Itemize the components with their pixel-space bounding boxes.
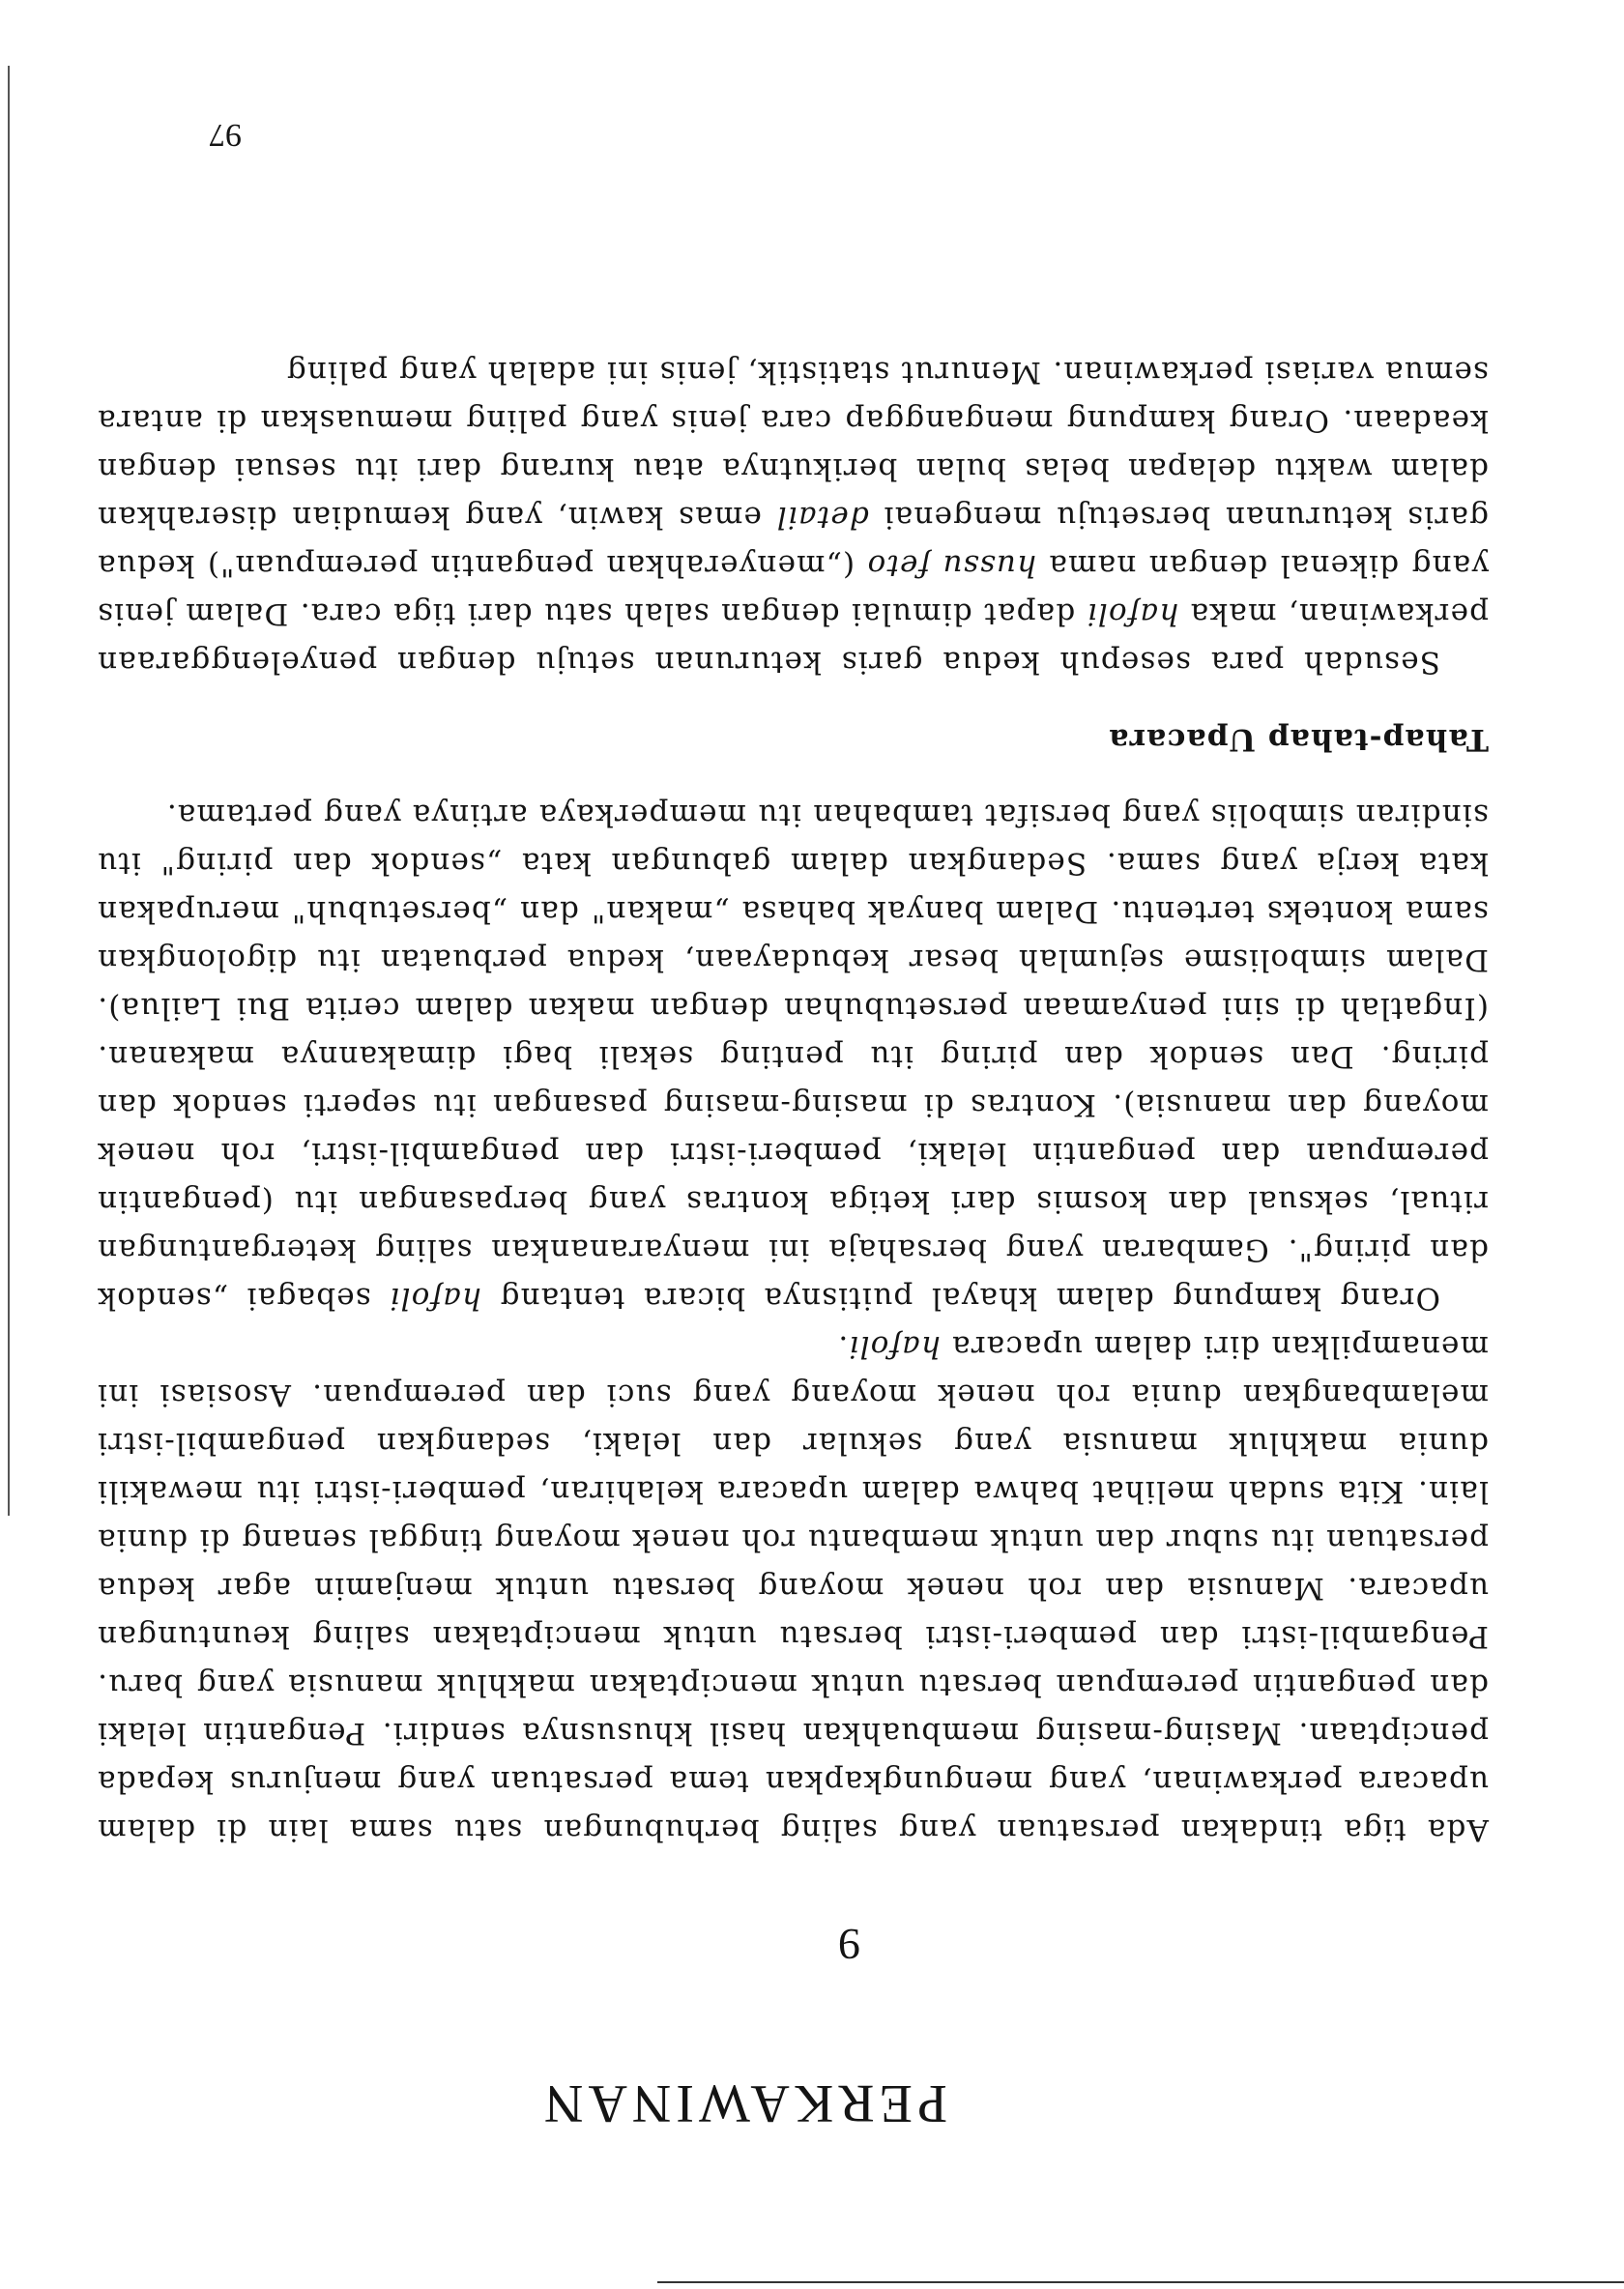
italic-term: hafoli [1086,596,1179,631]
text-run: Orang kampung dalam khayal puitisnya bicara tentang [480,1281,1440,1316]
text-run: Ada tiga tindakan persatuan yang saling berhubungan satu sama lain di dalam upacara perkawinan, yang mengungkapkan tema persatuan yang menjurus kepada penciptaan. Masing-masing membuahkan hasil khususnya sendiri. Pengantin lelaki dan pengantin perempuan bersatu untuk menciptakan makhluk manusia yang baru. Pengambil-istri dan pemberi-istri bersatu untuk menciptakan saling keuntungan upacara. Manusia dan roh nenek moyang bersatu untuk menjamin agar kedua persatuan itu subur dan untuk membantu roh nenek moyang tinggal senang di dunia lain. Kita sudah melihat bahwa dalam upacara kelahiran, pemberi-istri itu mewakili dunia makhluk manusia yang sekular dan lelaki, sedangkan pengambil-istri melambangkan dunia roh nenek moyang yang suci dan perempuan. Asosiasi ini menampilkan diri dalam upacara [97,1329,1489,1847]
italic-term: detail [775,500,869,535]
italic-term: hussu feto [866,548,1037,583]
paragraph-1 [97,1322,1489,1854]
scan-edge-side [8,66,10,1516]
text-run: . [837,1329,849,1364]
text-run: dapat dimulai dengan salah satu dari tiga cara. Dalam jenis yang dikenal dengan nama [97,548,1489,631]
italic-term: hafoli [389,1281,481,1316]
page-number: 97 [209,117,242,153]
scan-edge-top [657,2281,1624,2283]
text-run: sebagai „sendok dan piring". Gambaran yang bersahaja ini menyaranankan saling ketergantungan ritual, seksual dan kosmis dari ketiga kontras yang berpasangan itu (pengantin perempuan dan pengantin lelaki, pemberi-istri dan pengambil-istri, roh nenek moyang dan manusia). Kontras di masing-masing pasangan itu seperti sendok dan piring. Dan sendok dan piring itu penting sekali bagi dimakannya makanan. (Ingatlah di sini penyamaan persetubuhan dengan makan dalam cerita Bui Lailua). Dalam simbolisme sejumlah besar kebudayaan, kedua perbuatan itu digolongkan sama konteks tertentu. Dalam banyak bahasa „makan" dan „bersetubuh" merupakan kata kerja yang sama. Sedangkan dalam gabungan kata „sendok dan piring" itu sindiran simbolis yang bersifat tambahan itu memperkaya artinya yang pertama. [97,797,1489,1316]
body-text [97,348,1489,1854]
paragraph-2 [97,791,1489,1322]
text-run: Sesudah para sesepuh kedua garis keturunan setuju dengan penyelenggaraan perkawinan, maka [97,596,1489,680]
text-run: („menyerahkan pengantin perempuan") kedua garis keturunan bersetuju mengenai [97,500,1489,583]
paragraph-3 [97,348,1489,686]
chapter-title: PERKAWINAN [539,2073,947,2133]
chapter-number: 9 [838,1920,860,1969]
text-run: emas kawin, yang kemudian diserahkan dalam waktu delapan belas bulan berikutnya atau kurang dari itu sesuai dengan keadaan. Orang kampung menganggap cara jenis yang paling memuaskan di antara semua variasi perkawinan. Menurut statistik, jenis ini adalah yang paling [96,355,1489,535]
section-heading: Tahap-tahap Upacara [1108,722,1489,757]
italic-term: hafoli [848,1329,941,1364]
